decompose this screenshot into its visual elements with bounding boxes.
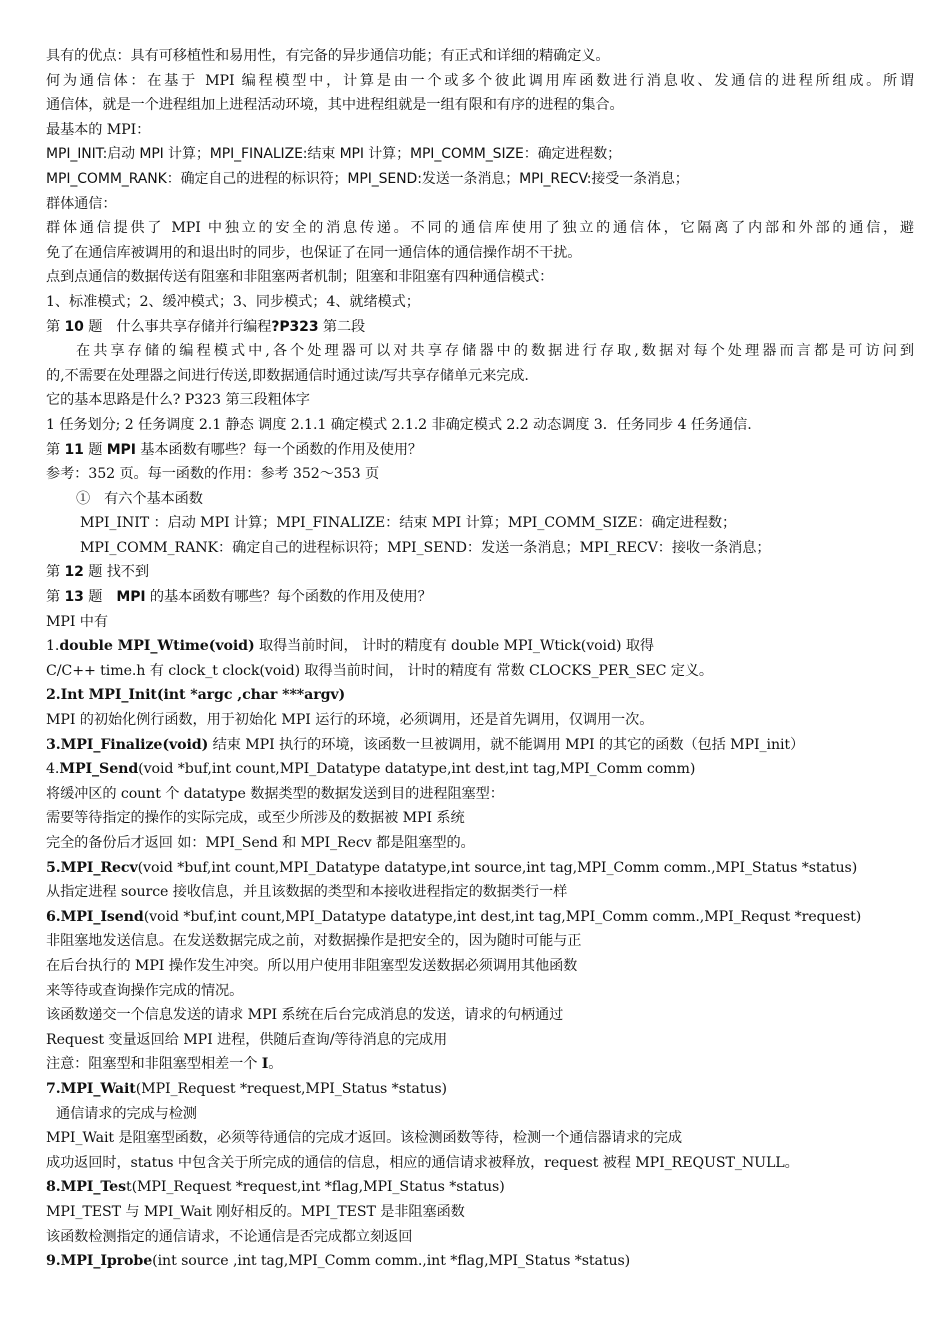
function-mpi-isend: 6.MPI_Isend(void *buf,int count,MPI_Datatype datatype,int dest,int tag,MPI_Comm comm.,MPI_Requst *request) — [46, 908, 862, 925]
text-line: 完全的备份后才返回 如：MPI_Send 和 MPI_Recv 都是阻塞型的。 — [46, 835, 475, 851]
text-line: Request 变量返回给 MPI 进程，供随后查询/等待消息的完成用 — [46, 1031, 448, 1048]
text-line: 成功返回时，status 中包含关于所完成的通信的信息，相应的通信请求被释放，request 被程 MPI_REQUST_NULL。 — [46, 1154, 799, 1171]
text-line: 群体通信提供了 MPI 中独立的安全的消息传递。不同的通信库使用了独立的通信体，它隔离了内部和外部的通信，避 — [46, 220, 914, 237]
function-mpi-finalize: 3.MPI_Finalize(void) 结束 MPI 执行的环境，该函数一旦被调用，就不能调用 MPI 的其它的函数（包括 MPI_init） — [46, 736, 805, 753]
text-line: MPI_Wait 是阻塞型函数，必须等待通信的完成才返回。该检测函数等待，检测一个通信器请求的完成 — [46, 1130, 682, 1147]
text-line: 最基本的 MPI： — [46, 121, 151, 138]
text-line: 群体通信： — [46, 195, 117, 212]
text-line: 该函数递交一个信息发送的请求 MPI 系统在后台完成消息的发送，请求的句柄通过 — [46, 1007, 564, 1024]
text-line: 来等待或查询操作完成的情况。 — [46, 982, 244, 999]
text-line: 1 任务划分; 2 任务调度 2.1 静态 调度 2.1.1 确定模式 2.1.2 非确定模式 2.2 动态调度 3．任务同步 4 任务通信. — [46, 416, 752, 433]
text-line: 参考：352 页。每一函数的作用：参考 352～353 页 — [46, 466, 380, 483]
function-mpi-recv: 5.MPI_Recv(void *buf,int count,MPI_Datatype datatype,int source,int tag,MPI_Comm comm.,MPI_Status *status) — [46, 859, 858, 876]
question-heading-12: 第 12 题 找不到 — [46, 564, 149, 581]
note-line: 注意：阻塞型和非阻塞型相差一个 I。 — [46, 1056, 283, 1073]
question-heading-13: 第 13 题 MPI 的基本函数有哪些？每个函数的作用及使用？ — [46, 589, 432, 606]
text-line: 它的基本思路是什么? P323 第三段粗体字 — [46, 392, 310, 409]
function-mpi-wait: 7.MPI_Wait(MPI_Request *request,MPI_Status *status) — [46, 1080, 447, 1097]
text-line: ① 有六个基本函数 — [76, 490, 203, 507]
text-line: 将缓冲区的 count 个 datatype 数据类型的数据发送到目的进程阻塞型： — [46, 785, 504, 802]
document-page — [46, 44, 914, 1274]
text-line: MPI_COMM_RANK：确定自己的进程的标识符；MPI_SEND:发送一条消息；MPI_RECV:接受一条消息； — [46, 170, 689, 187]
text-line: 在后台执行的 MPI 操作发生冲突。所以用户使用非阻塞型发送数据必须调用其他函数 — [46, 957, 578, 974]
text-line: MPI 中有 — [46, 613, 108, 630]
text-line: 需要等待指定的操作的实际完成，或至少所涉及的数据被 MPI 系统 — [46, 810, 465, 827]
text-line: MPI 的初始化例行函数，用于初始化 MPI 运行的环境，必须调用，还是首先调用，仅调用一次。 — [46, 712, 654, 729]
text-line: 何为通信体：在基于 MPI 编程模型中，计算是由一个或多个彼此调用库函数进行消息收、发通信的进程所组成。所谓 — [46, 72, 914, 89]
text-line: 从指定进程 source 接收信息，并且该数据的类型和本接收进程指定的数据类行一样 — [46, 884, 568, 901]
function-mpi-iprobe: 9.MPI_Iprobe(int source ,int tag,MPI_Comm comm.,int *flag,MPI_Status *status) — [46, 1253, 631, 1270]
text-line: 1、标准模式；2、缓冲模式；3、同步模式；4、就绪模式； — [46, 293, 420, 310]
text-line: MPI_COMM_RANK：确定自己的进程标识符；MPI_SEND：发送一条消息；MPI_RECV：接收一条消息； — [80, 539, 771, 556]
text-line: 的,不需要在处理器之间进行传送,即数据通信时通过读/写共享存储单元来完成. — [46, 367, 529, 384]
text-line: 点到点通信的数据传送有阻塞和非阻塞两者机制；阻塞和非阻塞有四种通信模式： — [46, 269, 554, 286]
text-line: 免了在通信库被调用的和退出时的同步，也保证了在同一通信体的通信操作胡不干扰。 — [46, 244, 582, 261]
text-line: MPI_INIT ：启动 MPI 计算；MPI_FINALIZE：结束 MPI 计算；MPI_COMM_SIZE：确定进程数； — [80, 515, 737, 532]
text-line: MPI_INIT:启动 MPI 计算；MPI_FINALIZE:结束 MPI 计算；MPI_COMM_SIZE：确定进程数； — [46, 146, 622, 163]
function-mpi-init: 2.Int MPI_Init(int *argc ,char ***argv) — [46, 687, 346, 704]
question-heading-10: 第 10 题 什么事共享存储并行编程?P323 第二段 — [46, 318, 366, 335]
function-mpi-test: 8.MPI_Test(MPI_Request *request,int *flag,MPI_Status *status) — [46, 1179, 505, 1196]
text-line: 在共享存储的编程模式中,各个处理器可以对共享存储器中的数据进行存取,数据对每个处理器而言都是可访问到 — [76, 343, 914, 360]
text-line: 该函数检测指定的通信请求，不论通信是否完成都立刻返回 — [46, 1228, 413, 1245]
function-mpi-send: 4.MPI_Send(void *buf,int count,MPI_Datatype datatype,int dest,int tag,MPI_Comm comm) — [46, 761, 696, 778]
text-line: 非阻塞地发送信息。在发送数据完成之前，对数据操作是把安全的，因为随时可能与正 — [46, 933, 582, 950]
question-heading-11: 第 11 题 MPI 基本函数有哪些？每一个函数的作用及使用？ — [46, 441, 422, 458]
text-line: C/C++ time.h 有 clock_t clock(void) 取得当前时间， 计时的精度有 常数 CLOCKS_PER_SEC 定义。 — [46, 662, 714, 679]
function-mpi-wtime: 1.double MPI_Wtime(void) 取得当前时间， 计时的精度有 double MPI_Wtick(void) 取得 — [46, 638, 654, 655]
text-line: 通信体，就是一个进程组加上进程活动环境，其中进程组就是一组有限和有序的进程的集合。 — [46, 97, 624, 114]
text-line: MPI_TEST 与 MPI_Wait 刚好相反的。MPI_TEST 是非阻塞函数 — [46, 1203, 465, 1220]
text-line: 具有的优点：具有可移植性和易用性，有完备的异步通信功能；有正式和详细的精确定义。 — [46, 48, 610, 64]
text-line: 通信请求的完成与检测 — [56, 1105, 197, 1122]
